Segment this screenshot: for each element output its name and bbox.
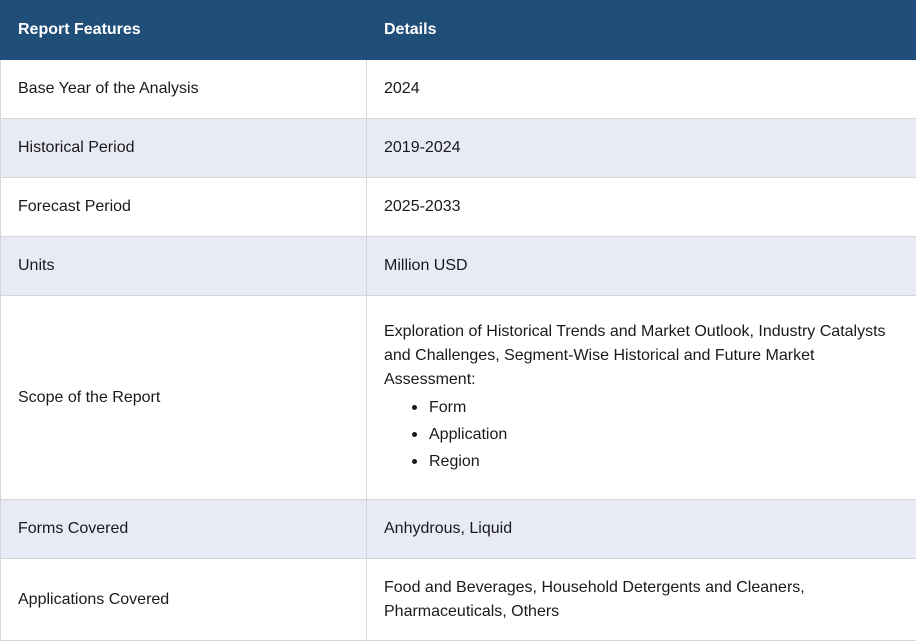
table-row: [1, 559, 916, 641]
table-row: [1, 237, 916, 296]
feature-cell: Forecast Period: [1, 178, 367, 237]
detail-cell: Food and Beverages, Household Detergents and Cleaners, Pharmaceuticals, Others: [367, 559, 916, 641]
table-row: [1, 178, 916, 237]
bullet-icon: [412, 432, 417, 437]
detail-cell: 2019-2024: [367, 119, 916, 178]
bullet-icon: [412, 405, 417, 410]
table-row: [1, 60, 916, 119]
bullet-label: Region: [429, 453, 480, 470]
list-item: [429, 394, 899, 421]
table-row: [1, 296, 916, 500]
bullet-label: Application: [429, 426, 508, 443]
detail-cell: 2024: [367, 60, 916, 119]
scope-detail-cell: [367, 296, 916, 500]
detail-cell: 2025-2033: [367, 178, 916, 237]
header-details: Details: [367, 1, 916, 60]
table-row: [1, 119, 916, 178]
scope-bullet-list: [384, 394, 899, 475]
feature-cell: Units: [1, 237, 367, 296]
feature-cell: Scope of the Report: [1, 296, 367, 500]
bullet-icon: [412, 459, 417, 464]
list-item: [429, 448, 899, 475]
scope-description: Exploration of Historical Trends and Market Outlook, Industry Catalysts and Challenges, Segment-Wise Historical and Future Market Assessment:: [384, 323, 886, 388]
feature-cell: Forms Covered: [1, 500, 367, 559]
table-row: [1, 500, 916, 559]
header-report-features: Report Features: [1, 1, 367, 60]
feature-cell: Base Year of the Analysis: [1, 60, 367, 119]
detail-cell: Million USD: [367, 237, 916, 296]
table-header-row: [1, 1, 916, 60]
feature-cell: Historical Period: [1, 119, 367, 178]
detail-cell: Anhydrous, Liquid: [367, 500, 916, 559]
list-item: [429, 421, 899, 448]
feature-cell: Applications Covered: [1, 559, 367, 641]
bullet-label: Form: [429, 399, 467, 416]
